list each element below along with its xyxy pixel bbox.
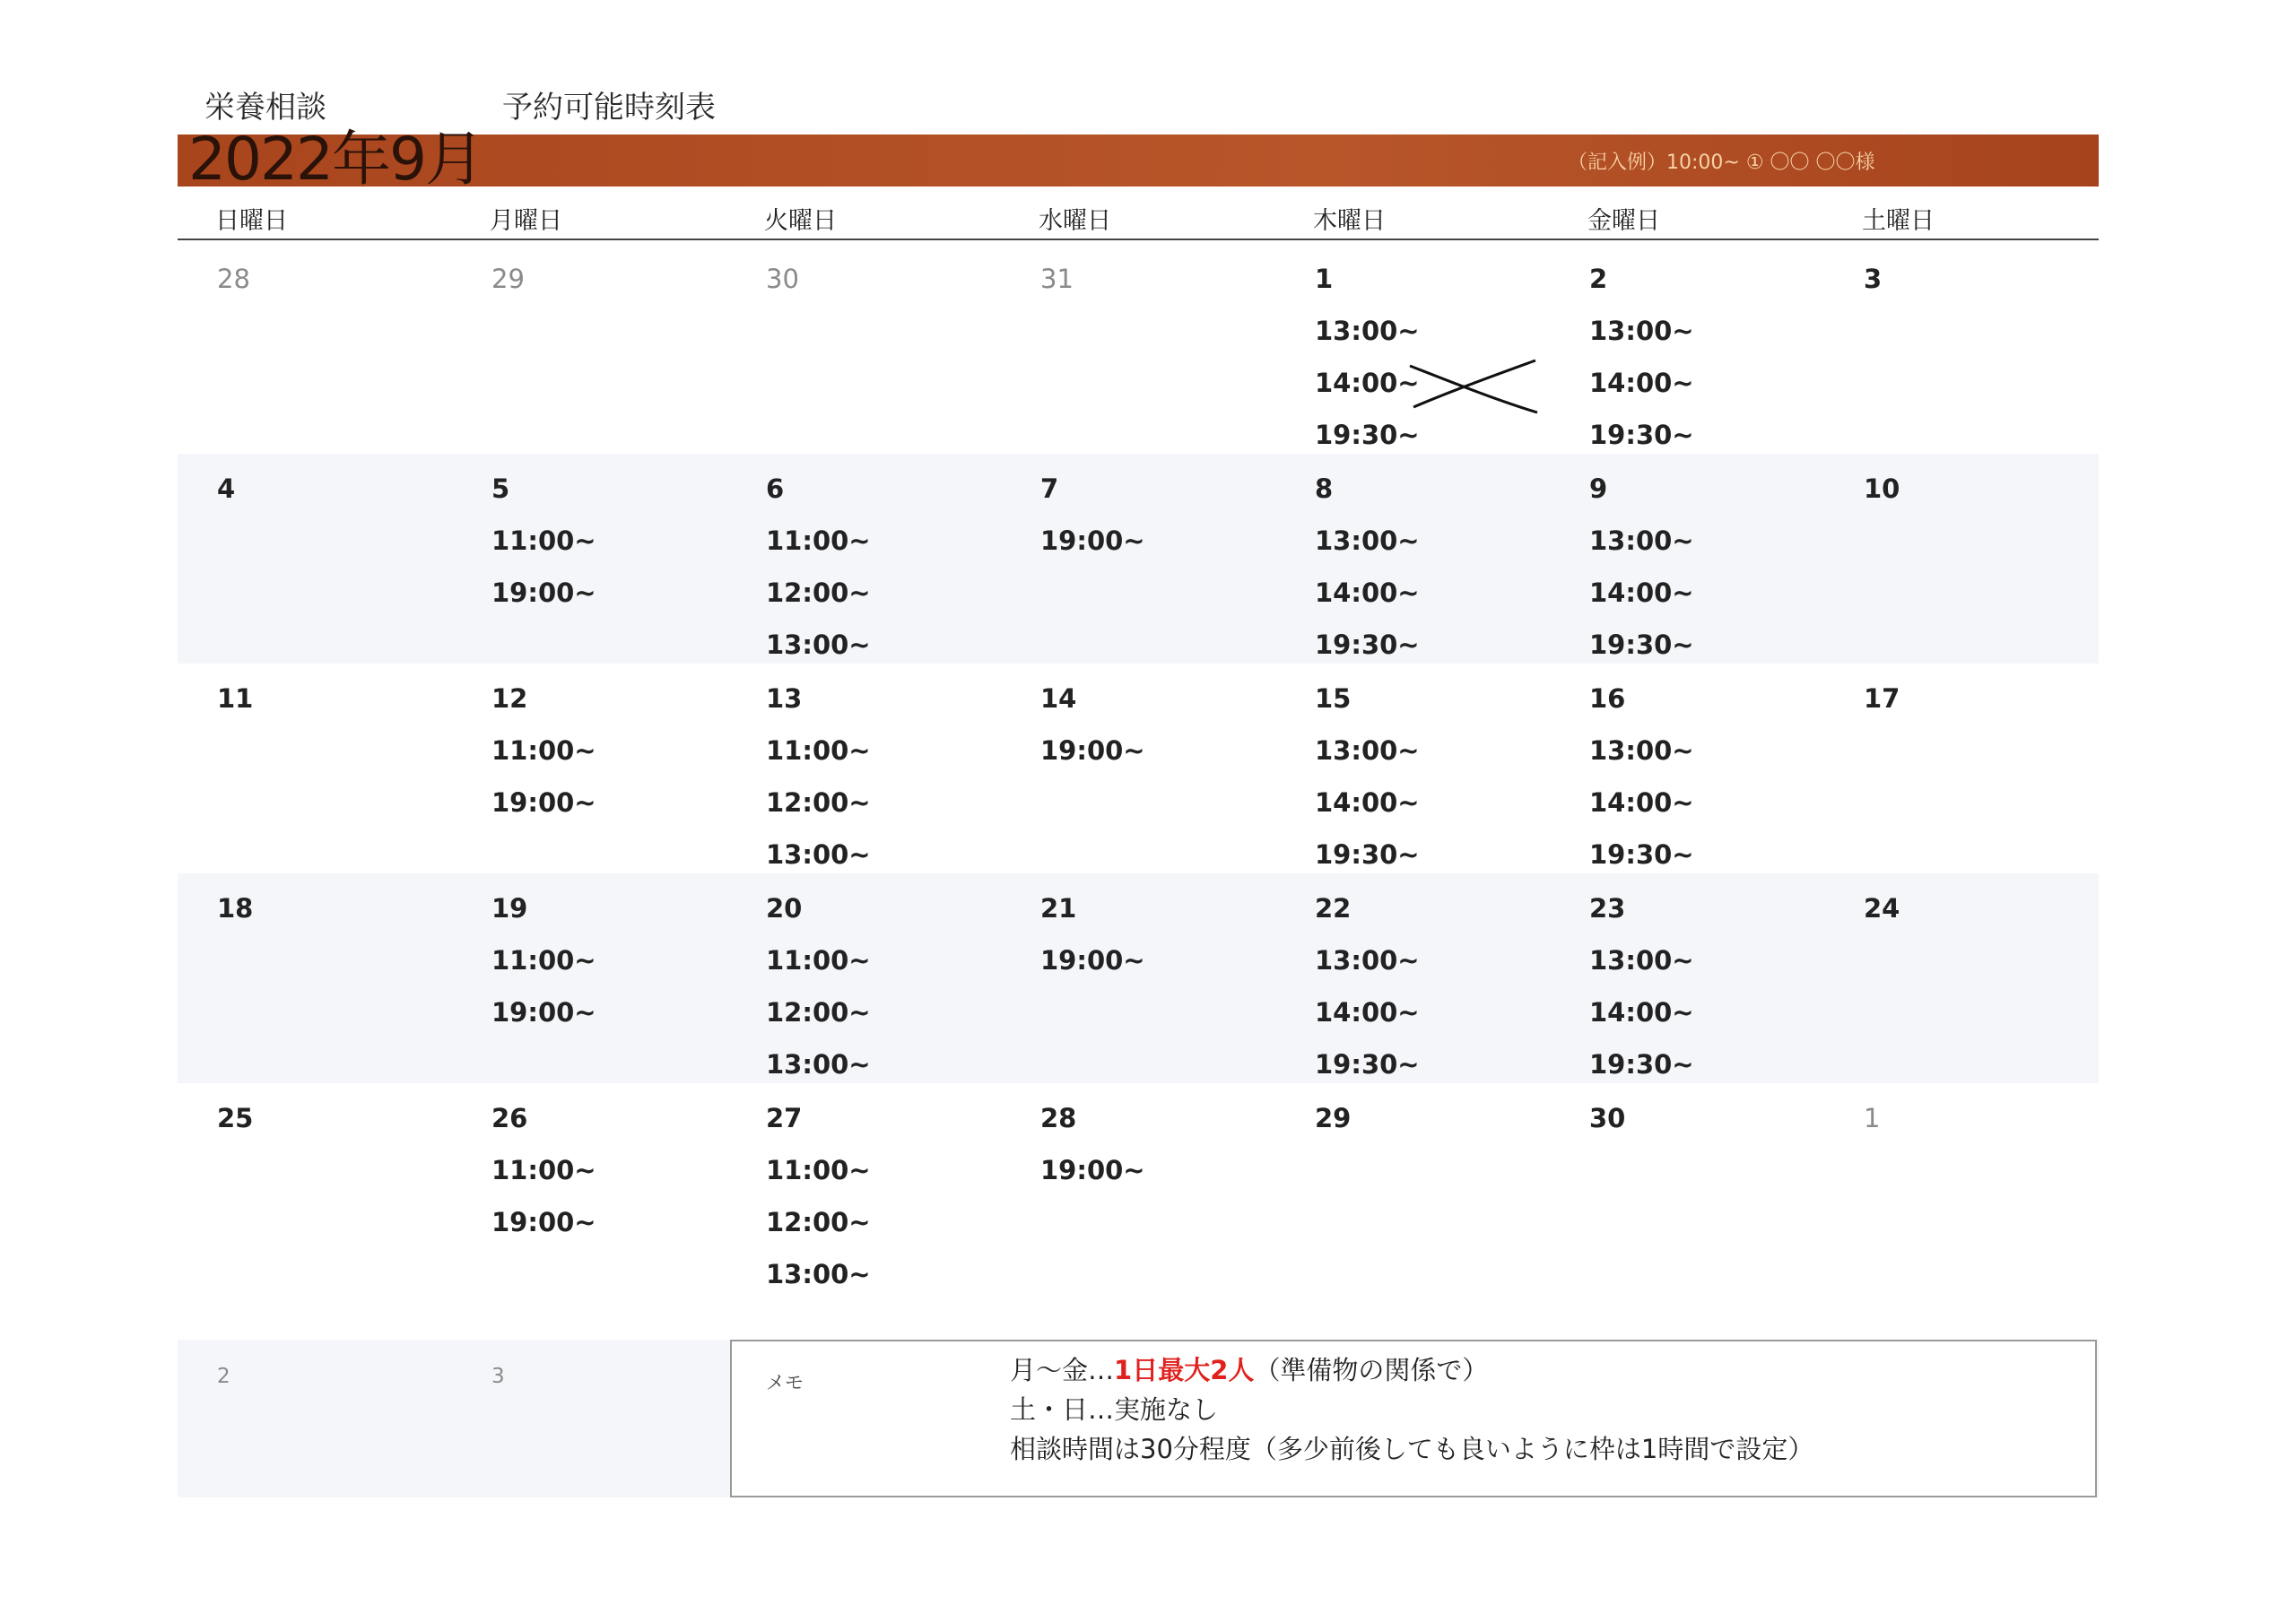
time-slot[interactable]: 14:00~ [1315, 577, 1420, 608]
day-cell[interactable] [178, 244, 452, 454]
day-number: 2 [1589, 264, 1608, 294]
time-slot[interactable]: 11:00~ [491, 945, 596, 976]
time-slot[interactable]: 19:30~ [1315, 839, 1420, 870]
time-slot[interactable]: 11:00~ [491, 1155, 596, 1185]
day-number: 13 [766, 683, 803, 714]
time-slot[interactable]: 13:00~ [766, 839, 871, 870]
day-number: 27 [766, 1103, 803, 1133]
day-cell[interactable] [452, 873, 726, 1083]
day-cell[interactable] [1001, 873, 1275, 1083]
time-slot[interactable]: 13:00~ [766, 629, 871, 660]
day-cell[interactable] [178, 454, 452, 664]
time-slot[interactable]: 14:00~ [1315, 997, 1420, 1028]
day-cell[interactable] [452, 1083, 726, 1293]
day-cell[interactable] [1275, 244, 1550, 454]
day-number: 15 [1315, 683, 1352, 714]
time-slot[interactable]: 11:00~ [766, 525, 871, 556]
day-number: 30 [1589, 1103, 1626, 1133]
memo-box [730, 1340, 2097, 1497]
memo-limit-highlight: 1日最大2人 [1114, 1355, 1255, 1385]
day-cell[interactable] [726, 244, 1001, 454]
time-slot[interactable]: 14:00~ [1589, 787, 1694, 818]
time-slot[interactable]: 11:00~ [766, 1155, 871, 1185]
time-slot[interactable]: 13:00~ [1315, 316, 1420, 346]
time-slot[interactable]: 19:00~ [1040, 735, 1145, 766]
day-number: 10 [1864, 473, 1900, 504]
time-slot[interactable]: 12:00~ [766, 1207, 871, 1237]
time-slot[interactable]: 19:00~ [491, 787, 596, 818]
time-slot[interactable]: 11:00~ [766, 735, 871, 766]
day-number: 4 [217, 473, 236, 504]
day-number: 16 [1589, 683, 1626, 714]
time-slot[interactable]: 13:00~ [1315, 945, 1420, 976]
day-cell[interactable] [1275, 664, 1550, 873]
day-number: 29 [491, 264, 525, 294]
day-number: 29 [1315, 1103, 1352, 1133]
time-slot[interactable]: 12:00~ [766, 997, 871, 1028]
cross-out-mark [1406, 355, 1541, 414]
time-slot[interactable]: 14:00~ [1589, 997, 1694, 1028]
day-number: 1 [1315, 264, 1334, 294]
day-number: 23 [1589, 893, 1626, 924]
memo-line-weekend: 土・日…実施なし [1010, 1394, 1219, 1425]
weekday-label: 土曜日 [1862, 207, 1935, 235]
day-number: 24 [1864, 893, 1900, 924]
day-cell[interactable] [452, 454, 726, 664]
memo-weekday-text: 月～金… [1010, 1355, 1115, 1385]
day-cell[interactable] [726, 873, 1001, 1083]
time-slot[interactable]: 19:30~ [1589, 629, 1694, 660]
memo-line-duration: 相談時間は30分程度（多少前後しても良いように枠は1時間で設定） [1010, 1434, 1814, 1464]
day-cell[interactable] [726, 1083, 1001, 1293]
day-cell[interactable] [1275, 1083, 1550, 1293]
day-number: 20 [766, 893, 803, 924]
schedule-title: 予約可能時刻表 [502, 90, 716, 126]
time-slot[interactable]: 11:00~ [766, 945, 871, 976]
day-cell[interactable] [1001, 454, 1275, 664]
weekday-label: 月曜日 [490, 207, 562, 235]
day-cell[interactable] [1275, 454, 1550, 664]
time-slot[interactable]: 19:30~ [1589, 420, 1694, 450]
day-number: 9 [1589, 473, 1608, 504]
day-cell[interactable] [1824, 664, 2099, 873]
day-cell[interactable] [452, 244, 726, 454]
memo-label: メモ [766, 1372, 804, 1393]
day-cell[interactable] [1824, 244, 2099, 454]
day-number: 21 [1040, 893, 1077, 924]
day-cell[interactable] [452, 664, 726, 873]
weekday-label: 水曜日 [1039, 207, 1111, 235]
time-slot[interactable]: 14:00~ [1589, 577, 1694, 608]
time-slot[interactable]: 13:00~ [1315, 735, 1420, 766]
time-slot[interactable]: 19:00~ [491, 997, 596, 1028]
day-cell[interactable] [1550, 873, 1824, 1083]
time-slot[interactable]: 19:00~ [1040, 525, 1145, 556]
day-cell[interactable] [1001, 664, 1275, 873]
day-number: 8 [1315, 473, 1334, 504]
day-number: 17 [1864, 683, 1900, 714]
time-slot[interactable]: 19:00~ [491, 1207, 596, 1237]
time-slot[interactable]: 14:00~ [1315, 787, 1420, 818]
time-slot[interactable]: 12:00~ [766, 577, 871, 608]
time-slot[interactable]: 19:30~ [1315, 629, 1420, 660]
day-number: 28 [1040, 1103, 1077, 1133]
day-number: 7 [1040, 473, 1059, 504]
day-cell[interactable] [1001, 244, 1275, 454]
day-number: 6 [766, 473, 785, 504]
day-number: 26 [491, 1103, 528, 1133]
calendar-week [178, 454, 2099, 664]
month-label: 2022年9月 [188, 125, 483, 194]
header-divider [178, 239, 2099, 240]
time-slot[interactable]: 11:00~ [491, 525, 596, 556]
day-number: 22 [1315, 893, 1352, 924]
calendar-week [178, 244, 2099, 454]
time-slot[interactable]: 13:00~ [1589, 945, 1694, 976]
time-slot[interactable]: 12:00~ [766, 787, 871, 818]
time-slot[interactable]: 19:00~ [1040, 1155, 1145, 1185]
day-number: 11 [217, 683, 254, 714]
memo-reason-text: （準備物の関係で） [1254, 1355, 1489, 1385]
time-slot[interactable]: 19:30~ [1315, 420, 1420, 450]
day-cell[interactable] [1824, 1083, 2099, 1293]
time-slot[interactable]: 19:00~ [491, 577, 596, 608]
entry-example: （記入例）10:00~ ① 〇〇 〇〇様 [1568, 152, 1875, 174]
day-number: 3 [1864, 264, 1883, 294]
day-cell[interactable] [1824, 873, 2099, 1083]
memo-line-capacity [1010, 1350, 1488, 1387]
day-number: 28 [217, 264, 250, 294]
day-number: 12 [491, 683, 528, 714]
day-number: 25 [217, 1103, 254, 1133]
time-slot[interactable]: 13:00~ [766, 1049, 871, 1080]
weekday-label: 火曜日 [764, 207, 837, 235]
time-slot[interactable]: 14:00~ [1315, 368, 1420, 398]
day-cell[interactable] [1550, 664, 1824, 873]
day-number: 18 [217, 893, 254, 924]
weekday-label: 日曜日 [215, 207, 288, 235]
time-slot[interactable]: 19:00~ [1040, 945, 1145, 976]
day-cell[interactable] [1550, 1083, 1824, 1293]
day-cell[interactable] [1550, 244, 1824, 454]
calendar-week [178, 873, 2099, 1083]
time-slot[interactable]: 19:30~ [1589, 1049, 1694, 1080]
footer-day: 3 [491, 1365, 505, 1388]
day-cell[interactable] [726, 454, 1001, 664]
time-slot[interactable]: 14:00~ [1589, 368, 1694, 398]
day-number: 31 [1040, 264, 1074, 294]
time-slot[interactable]: 13:00~ [1315, 525, 1420, 556]
day-cell[interactable] [1001, 1083, 1275, 1293]
time-slot[interactable]: 13:00~ [1589, 525, 1694, 556]
day-number: 1 [1864, 1103, 1881, 1133]
time-slot[interactable]: 13:00~ [1589, 316, 1694, 346]
weekday-label: 木曜日 [1313, 207, 1386, 235]
day-cell[interactable] [726, 664, 1001, 873]
day-cell[interactable] [178, 664, 452, 873]
day-number: 30 [766, 264, 799, 294]
time-slot[interactable]: 11:00~ [491, 735, 596, 766]
weekday-header [178, 197, 2099, 239]
day-cell[interactable] [1824, 454, 2099, 664]
footer-day: 2 [217, 1365, 230, 1388]
time-slot[interactable]: 13:00~ [766, 1259, 871, 1289]
day-number: 5 [491, 473, 510, 504]
day-cell[interactable] [1275, 873, 1550, 1083]
day-number: 19 [491, 893, 528, 924]
time-slot[interactable]: 19:30~ [1589, 839, 1694, 870]
time-slot[interactable]: 19:30~ [1315, 1049, 1420, 1080]
calendar-week [178, 664, 2099, 873]
weekday-label: 金曜日 [1587, 207, 1660, 235]
day-cell[interactable] [178, 1083, 452, 1293]
day-cell[interactable] [178, 873, 452, 1083]
day-number: 14 [1040, 683, 1077, 714]
consultation-title: 栄養相談 [204, 90, 326, 126]
time-slot[interactable]: 13:00~ [1589, 735, 1694, 766]
calendar-week [178, 1083, 2099, 1293]
day-cell[interactable] [1550, 454, 1824, 664]
